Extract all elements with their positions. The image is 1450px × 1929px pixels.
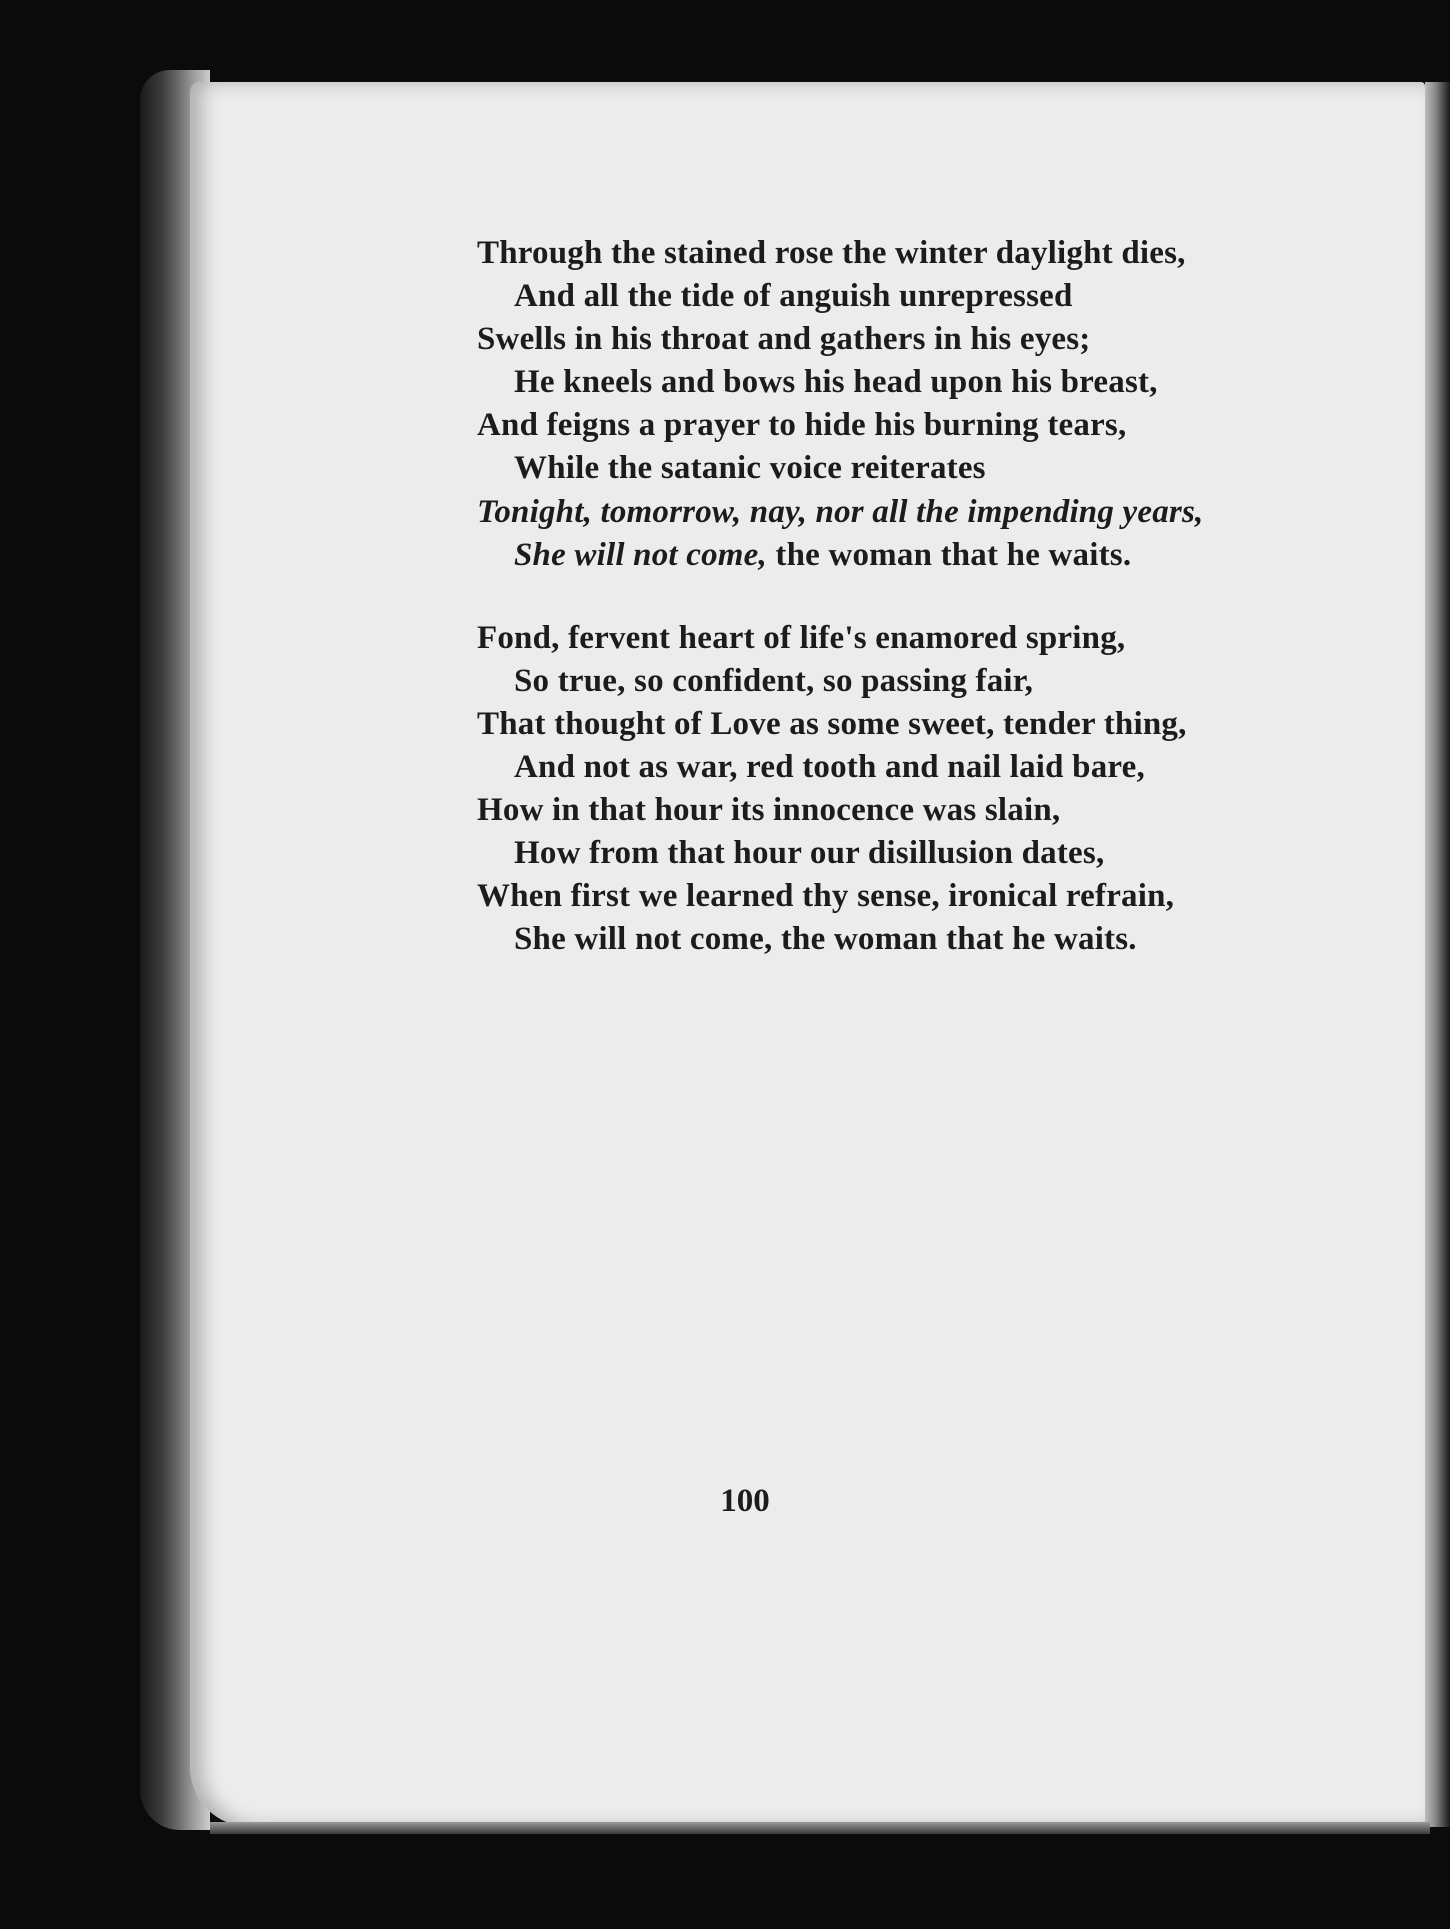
- poem-line: How from that hour our disillusion dates,: [514, 835, 1105, 872]
- stanza-2: [477, 617, 1377, 962]
- poem-line-italic: [477, 491, 1377, 534]
- right-page-edge: [1425, 82, 1450, 1827]
- poem-line-refrain: [477, 534, 1377, 577]
- poem-line: Swells in his throat and gathers in his eyes;: [477, 321, 1091, 358]
- italic-phrase: She will not come,: [514, 536, 767, 573]
- poem-line: So true, so confident, so passing fair,: [514, 662, 1034, 699]
- page-number: 100: [720, 1483, 770, 1519]
- poem-line: Fond, fervent heart of life's enamored spring,: [477, 619, 1126, 656]
- poem-line: She will not come, the woman that he waits.: [514, 921, 1137, 958]
- stanza-1: [477, 232, 1377, 577]
- poem-line: When first we learned thy sense, ironical refrain,: [477, 878, 1175, 915]
- poem-line: And feigns a prayer to hide his burning tears,: [477, 407, 1127, 444]
- italic-phrase: Tonight, tomorrow, nay, nor all the impending years,: [477, 493, 1204, 530]
- poem-text: [477, 232, 1377, 962]
- page-bottom-edge: [210, 1822, 1430, 1834]
- poem-line: And not as war, red tooth and nail laid bare,: [514, 749, 1145, 786]
- poem-line: Through the stained rose the winter daylight dies,: [477, 235, 1186, 271]
- poem-line: That thought of Love as some sweet, tender thing,: [477, 705, 1187, 742]
- roman-phrase: the woman that he waits.: [766, 536, 1132, 573]
- poem-line: He kneels and bows his head upon his breast,: [514, 364, 1158, 401]
- poem-line: And all the tide of anguish unrepressed: [514, 278, 1073, 315]
- poem-line: How in that hour its innocence was slain,: [477, 792, 1061, 829]
- poem-line: While the satanic voice reiterates: [514, 450, 986, 487]
